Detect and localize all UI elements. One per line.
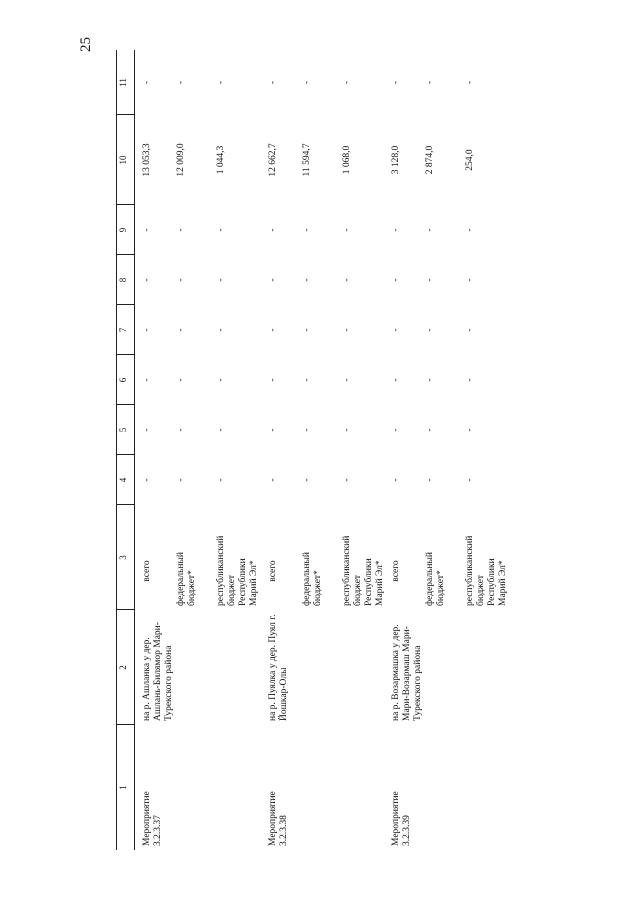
empty-value: -	[142, 328, 152, 332]
empty-value: -	[176, 378, 186, 382]
budget-source: федеральный бюджет*	[425, 552, 446, 606]
amount-value: 3 128,0	[391, 145, 401, 175]
empty-value: -	[142, 228, 152, 232]
amount-value: 1 068,0	[342, 145, 352, 175]
activity-description: на р. Возармашка у дер. Мари-Возармаш Мари-Турекского района	[391, 624, 423, 721]
header-cell: 11	[118, 78, 128, 87]
amount-value: 11 594,7	[302, 143, 312, 177]
empty-value: -	[342, 478, 352, 482]
page-number: 25	[78, 37, 94, 52]
empty-value: -	[465, 278, 475, 282]
header-cell: 9	[118, 227, 128, 233]
empty-value: -	[425, 428, 435, 432]
empty-value: -	[302, 378, 312, 382]
amount-value: 1 044,3	[216, 145, 226, 175]
empty-value: -	[391, 228, 401, 232]
empty-value: -	[391, 278, 401, 282]
empty-value: -	[425, 278, 435, 282]
empty-value: -	[176, 228, 186, 232]
empty-value: -	[268, 228, 278, 232]
empty-value: -	[176, 328, 186, 332]
empty-value: -	[302, 478, 312, 482]
empty-value: -	[302, 228, 312, 232]
header-cell: 2	[118, 665, 128, 670]
empty-value: -	[142, 478, 152, 482]
header-cell: 3	[118, 555, 128, 560]
empty-value: -	[425, 228, 435, 232]
empty-value: -	[465, 428, 475, 432]
budget-source: республиканский бюджет Республики Марий Эл*	[216, 535, 259, 606]
empty-value: -	[302, 428, 312, 432]
empty-value: -	[216, 228, 226, 232]
activity-description: на р. Ашланка у дер. Ашлань-Билямор Мари-Турекского района	[142, 622, 174, 721]
budget-source: федеральный бюджет*	[302, 552, 323, 606]
header-cell: 5	[118, 427, 128, 433]
amount-value: 12 662,7	[268, 143, 278, 177]
header-cell: 6	[118, 377, 128, 383]
empty-value: -	[268, 80, 278, 85]
header-cell: 10	[118, 155, 128, 165]
budget-source: всего	[391, 560, 401, 582]
empty-value: -	[425, 478, 435, 482]
empty-value: -	[425, 378, 435, 382]
header-cell: 8	[118, 277, 128, 283]
empty-value: -	[391, 478, 401, 482]
amount-value: 12 009,0	[176, 143, 186, 177]
empty-value: -	[342, 278, 352, 282]
activity-name: Мероприятие 3.2.3.39	[391, 791, 412, 846]
empty-value: -	[268, 328, 278, 332]
empty-value: -	[342, 428, 352, 432]
empty-value: -	[342, 328, 352, 332]
empty-value: -	[302, 80, 312, 85]
budget-table	[116, 50, 508, 850]
empty-value: -	[391, 328, 401, 332]
amount-value: 2 874,0	[425, 145, 435, 175]
empty-value: -	[465, 80, 475, 85]
empty-value: -	[465, 478, 475, 482]
empty-value: -	[425, 80, 435, 85]
empty-value: -	[216, 278, 226, 282]
empty-value: -	[142, 80, 152, 85]
empty-value: -	[342, 378, 352, 382]
empty-value: -	[142, 278, 152, 282]
empty-value: -	[465, 328, 475, 332]
empty-value: -	[391, 428, 401, 432]
empty-value: -	[142, 378, 152, 382]
budget-source: всего	[142, 560, 152, 582]
budget-source: республиканский бюджет Республики Марий Эл*	[342, 535, 385, 606]
empty-value: -	[391, 378, 401, 382]
empty-value: -	[216, 428, 226, 432]
empty-value: -	[176, 478, 186, 482]
empty-value: -	[302, 328, 312, 332]
empty-value: -	[302, 278, 312, 282]
empty-value: -	[342, 228, 352, 232]
empty-value: -	[268, 278, 278, 282]
empty-value: -	[176, 428, 186, 432]
amount-value: 254,0	[465, 149, 475, 171]
empty-value: -	[216, 80, 226, 85]
empty-value: -	[142, 428, 152, 432]
empty-value: -	[268, 478, 278, 482]
amount-value: 13 053,3	[142, 143, 152, 177]
activity-name: Мероприятие 3.2.3.38	[268, 791, 289, 846]
empty-value: -	[425, 328, 435, 332]
empty-value: -	[465, 228, 475, 232]
empty-value: -	[465, 378, 475, 382]
empty-value: -	[176, 80, 186, 85]
empty-value: -	[176, 278, 186, 282]
header-cell: 1	[118, 785, 128, 790]
activity-description: на р. Пуялка у дер. Пуял г. Йошкар-Олы	[268, 614, 289, 721]
header-cell: 4	[118, 477, 128, 483]
empty-value: -	[216, 378, 226, 382]
activity-name: Мероприятие 3.2.3.37	[142, 791, 163, 846]
budget-source: федеральный бюджет*	[176, 552, 197, 606]
empty-value: -	[216, 328, 226, 332]
empty-value: -	[268, 378, 278, 382]
header-top-line	[116, 50, 117, 850]
empty-value: -	[391, 80, 401, 85]
header-cell: 7	[118, 327, 128, 333]
header-bottom-line	[134, 50, 135, 850]
budget-source: всего	[268, 560, 278, 582]
empty-value: -	[216, 478, 226, 482]
empty-value: -	[268, 428, 278, 432]
budget-source: республиканский бюджет Республики Марий Эл*	[465, 535, 508, 606]
empty-value: -	[342, 80, 352, 85]
